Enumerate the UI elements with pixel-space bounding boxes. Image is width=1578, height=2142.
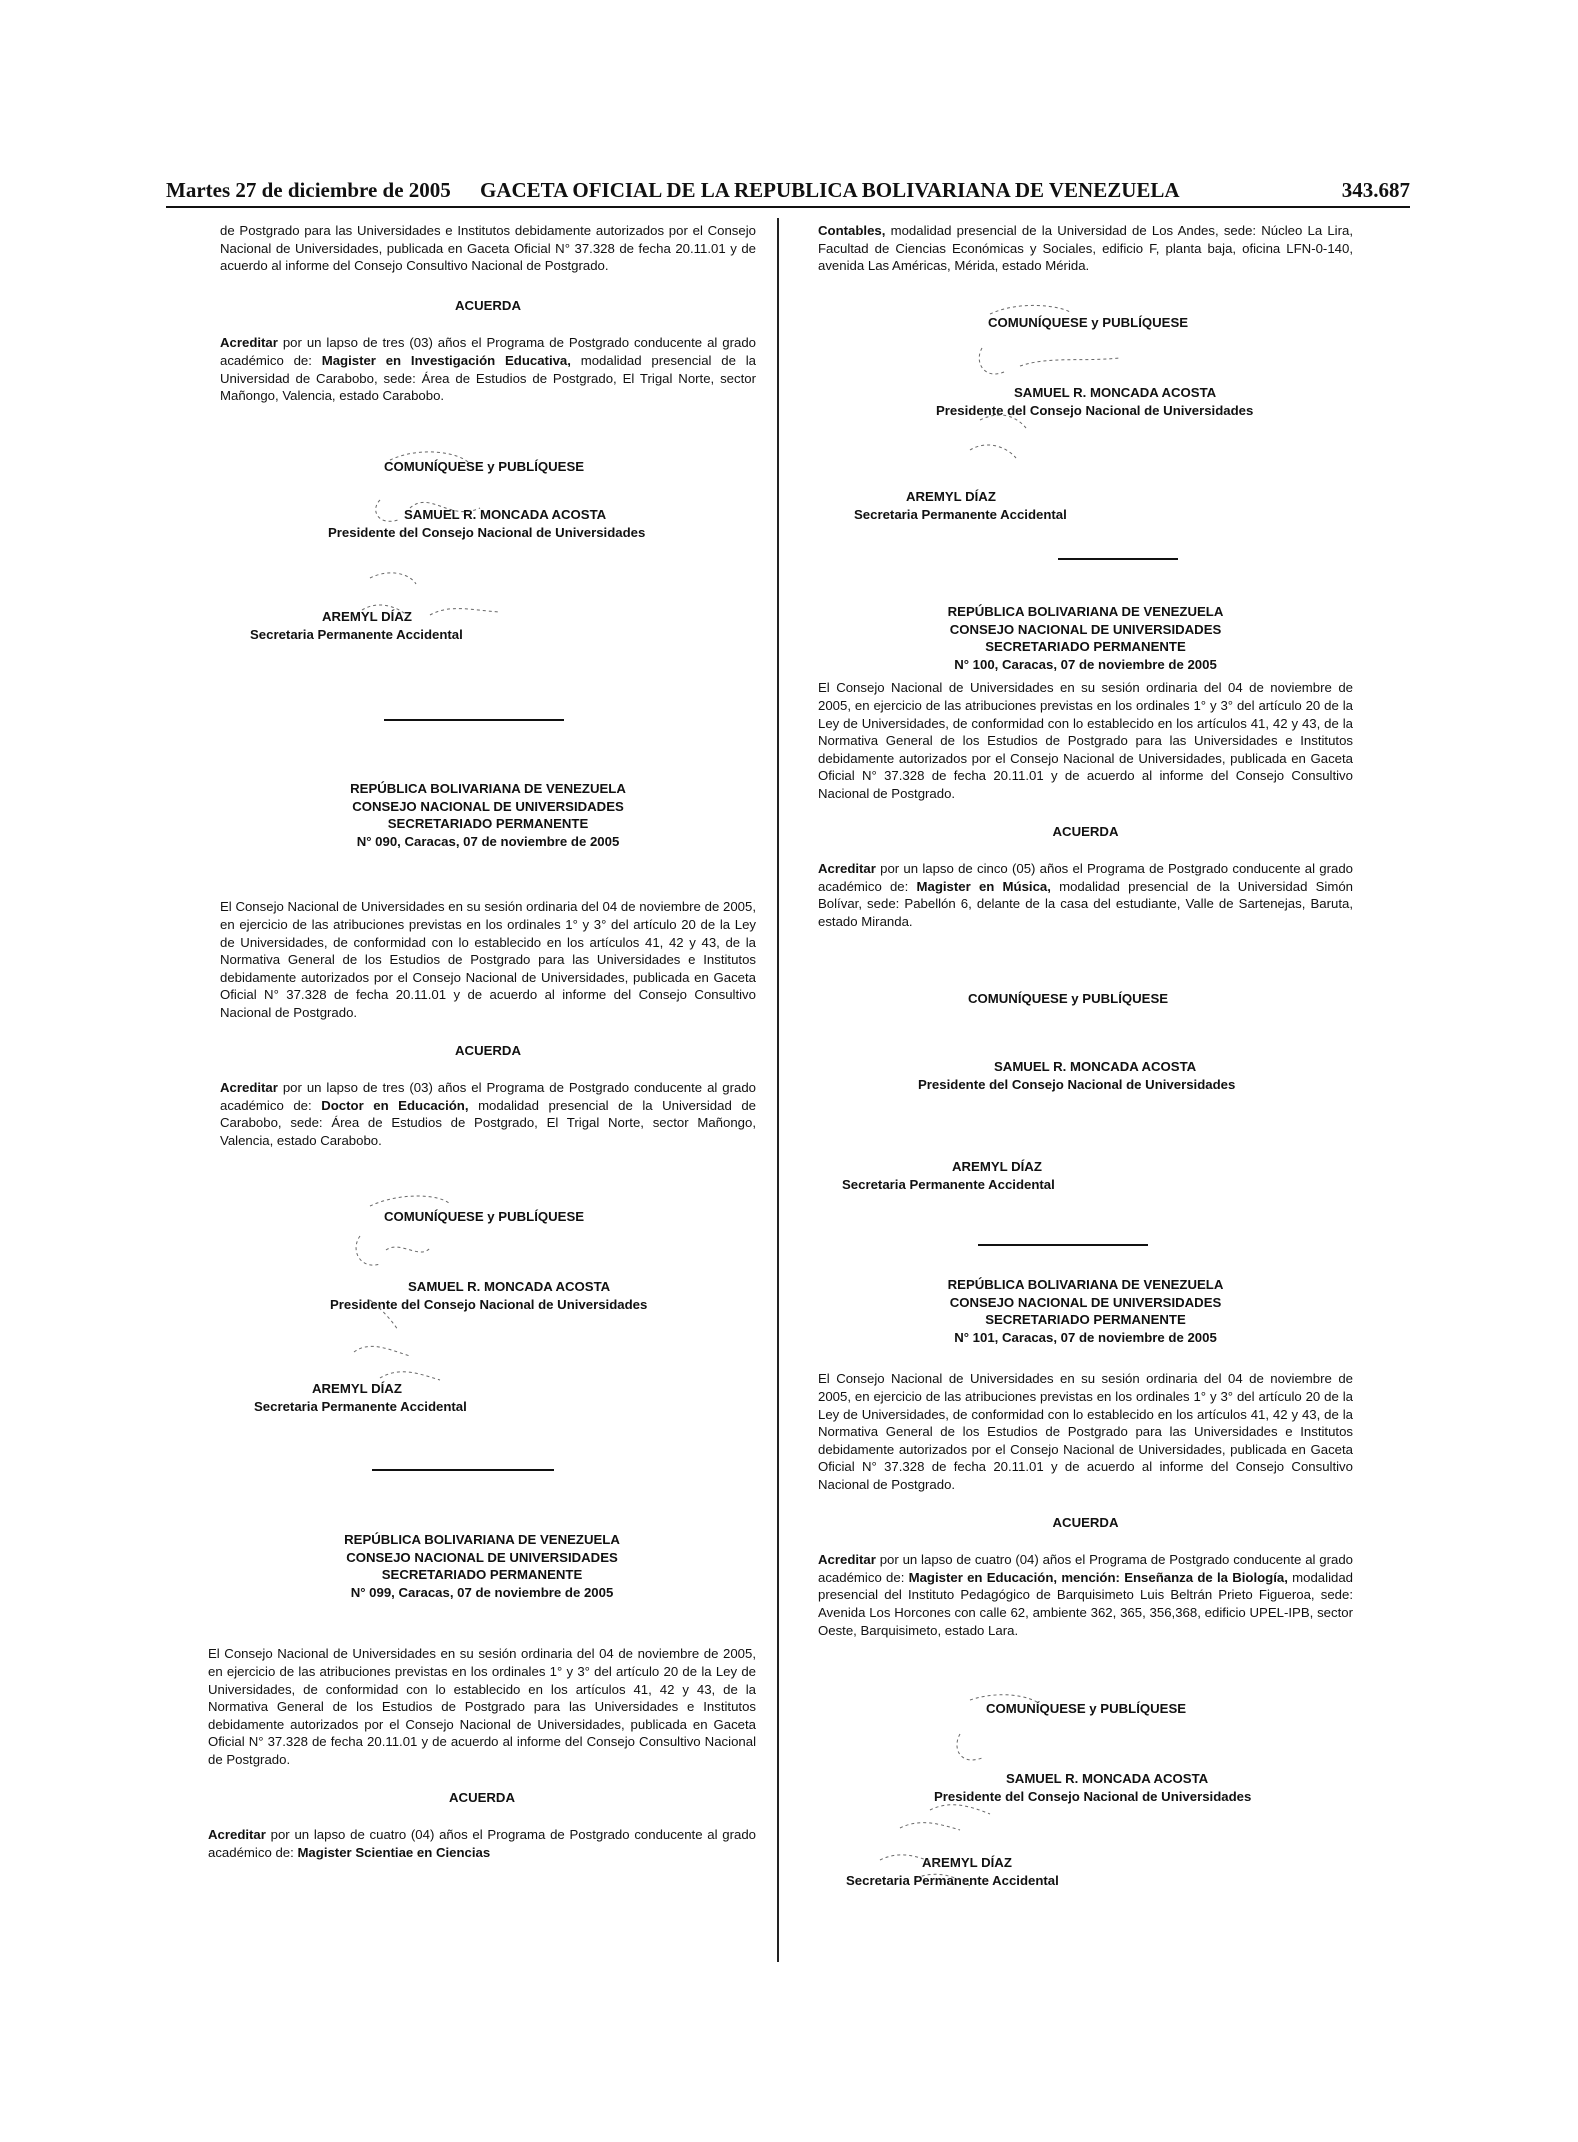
section-divider xyxy=(384,719,564,721)
president-name: SAMUEL R. MONCADA ACOSTA xyxy=(994,1059,1197,1074)
decree-header-line2: CONSEJO NACIONAL DE UNIVERSIDADES xyxy=(949,1294,1222,1310)
decree-header-line1: REPÚBLICA BOLIVARIANA DE VENEZUELA xyxy=(350,781,626,796)
acreditar-label: Acreditar xyxy=(818,1552,876,1568)
resolution-text-a: por un lapso de cinco (05) años el Programa de Postgrado conducente al grado académico de: xyxy=(818,861,1353,894)
acuerda-heading: ACUERDA xyxy=(455,297,521,313)
resolution-text xyxy=(818,1551,1353,1639)
resolution-text xyxy=(208,1826,756,1861)
president-title: Presidente del Consejo Nacional de Universidades xyxy=(330,1297,648,1312)
section-divider xyxy=(372,1469,554,1471)
decree-body: El Consejo Nacional de Universidades en su sesión ordinaria del 04 de noviembre de 2005, en ejercicio de las atribuciones previstas en los ordinales 1° y 3° del artículo 20 de la Ley de Universidades, de conformidad con lo establecido en los artículos 41, 42 y 43, de la Normativa General de los Estudios de Postgrado para las Universidades e Institutos debidamente autorizados por el Consejo Nacional de Universidades, publicada en Gaceta Oficial N° 37.328 de fecha 20.11.01 y de acuerdo al informe del Consejo Consultivo Nacional de Postgrado. xyxy=(208,1646,756,1767)
comuniquese-line: COMUNÍQUESE y PUBLÍQUESE xyxy=(968,991,1169,1006)
degree-name: Magister en Investigación Educativa, xyxy=(321,352,571,368)
decree-header-line1: REPÚBLICA BOLIVARIANA DE VENEZUELA xyxy=(344,1532,620,1547)
resolution-text-b: modalidad presencial de la Universidad Simón Bolívar, sede: Pabellón 6, delante de la casa del estudiante, Valle de Sartenejas, Baruta, estado Miranda. xyxy=(818,878,1354,929)
comuniquese-line: COMUNÍQUESE y PUBLÍQUESE xyxy=(988,315,1189,330)
president-title: Presidente del Consejo Nacional de Universidades xyxy=(328,525,646,540)
secretary-title: Secretaria Permanente Accidental xyxy=(846,1873,1059,1888)
president-title: Presidente del Consejo Nacional de Universidades xyxy=(918,1077,1236,1092)
decree-090 xyxy=(220,780,756,1150)
resolution-text-a: por un lapso de tres (03) años el Programa de Postgrado conducente al grado académico de: xyxy=(220,335,756,368)
continued-text: modalidad presencial de la Universidad de Los Andes, sede: Núcleo La Lira, Facultad de Ciencias Económicas y Sociales, edificio F, planta baja, oficina LFN-0-140, avenida Las Américas, Mérida, estado Mérida. xyxy=(818,223,1353,274)
acuerda-heading: ACUERDA xyxy=(455,1042,521,1058)
decree-body: El Consejo Nacional de Universidades en su sesión ordinaria del 04 de noviembre de 2005, en ejercicio de las atribuciones previstas en los ordinales 1° y 3° del artículo 20 de la Ley de Universidades, de conformidad con lo establecido en los artículos 41, 42 y 43, de la Normativa General de los Estudios de Postgrado para las Universidades e Institutos debidamente autorizados por el Consejo Nacional de Universidades, publicada en Gaceta Oficial N° 37.328 de fecha 20.11.01 y de acuerdo al informe del Consejo Consultivo Nacional de Postgrado. xyxy=(818,1371,1353,1492)
column-divider xyxy=(777,218,779,1962)
acuerda-heading: ACUERDA xyxy=(1052,823,1119,839)
comuniquese-line: COMUNÍQUESE y PUBLÍQUESE xyxy=(384,1209,585,1224)
acuerda-heading: ACUERDA xyxy=(449,1789,515,1805)
decree-number: N° 090, Caracas, 07 de noviembre de 2005 xyxy=(356,833,620,849)
secretary-title: Secretaria Permanente Accidental xyxy=(254,1399,467,1414)
secretary-title: Secretaria Permanente Accidental xyxy=(854,507,1067,522)
signature-block xyxy=(818,990,1353,1194)
signature-block xyxy=(818,314,1353,524)
decree-header-line3: SECRETARIADO PERMANENTE xyxy=(381,1567,583,1583)
decree-099 xyxy=(208,1531,756,1861)
continued-paragraph xyxy=(818,222,1353,275)
decree-header-line2: CONSEJO NACIONAL DE UNIVERSIDADES xyxy=(949,621,1222,637)
decree-header-line3: SECRETARIADO PERMANENTE xyxy=(985,1312,1186,1328)
president-name: SAMUEL R. MONCADA ACOSTA xyxy=(404,507,607,522)
acreditar-label: Acreditar xyxy=(220,335,278,351)
degree-name: Doctor en Educación, xyxy=(321,1097,469,1113)
signature-block xyxy=(818,1700,1353,1890)
resolution-text-b: modalidad presencial de la Universidad de Carabobo, sede: Área de Estudios de Postgrado, El Trigal Norte, sector Mañongo, Valencia, estado Carabobo. xyxy=(220,1097,756,1148)
decree-100 xyxy=(818,603,1353,931)
secretary-name: AREMYL DÍAZ xyxy=(312,1381,402,1396)
section-divider xyxy=(1058,558,1178,560)
page-header xyxy=(166,178,1410,208)
comuniquese-line: COMUNÍQUESE y PUBLÍQUESE xyxy=(384,459,585,474)
decree-number: N° 100, Caracas, 07 de noviembre de 2005 xyxy=(954,656,1217,672)
decree-number: N° 099, Caracas, 07 de noviembre de 2005 xyxy=(350,1584,614,1600)
resolution-text xyxy=(818,860,1353,930)
secretary-name: AREMYL DÍAZ xyxy=(906,489,996,504)
degree-name: Magister en Música, xyxy=(916,878,1051,894)
decree-header-line1: REPÚBLICA BOLIVARIANA DE VENEZUELA xyxy=(947,604,1224,619)
resolution-text-a: por un lapso de tres (03) años el Programa de Postgrado conducente al grado académico de: xyxy=(220,1080,756,1113)
continued-paragraph: de Postgrado para las Universidades e Institutos debidamente autorizados por el Consejo Nacional de Universidades, publicada en Gaceta Oficial N° 37.328 de fecha 20.11.01 y de acuerdo al informe del Consejo Consultivo Nacional de Postgrado. xyxy=(220,223,756,274)
resolution-text-a: por un lapso de cuatro (04) años el Programa de Postgrado conducente al grado académico de: xyxy=(208,1827,756,1860)
president-title: Presidente del Consejo Nacional de Universidades xyxy=(934,1789,1252,1804)
decree-header-line2: CONSEJO NACIONAL DE UNIVERSIDADES xyxy=(346,1549,618,1565)
secretary-name: AREMYL DÍAZ xyxy=(952,1159,1042,1174)
president-name: SAMUEL R. MONCADA ACOSTA xyxy=(408,1279,611,1294)
president-name: SAMUEL R. MONCADA ACOSTA xyxy=(1014,385,1217,400)
resolution-text xyxy=(220,334,756,404)
decree-101 xyxy=(818,1276,1353,1639)
decree-header-line3: SECRETARIADO PERMANENTE xyxy=(985,639,1186,655)
president-name: SAMUEL R. MONCADA ACOSTA xyxy=(1006,1771,1209,1786)
resolution-text xyxy=(220,1079,756,1149)
secretary-name: AREMYL DÍAZ xyxy=(922,1855,1012,1870)
acuerda-heading: ACUERDA xyxy=(1052,1514,1119,1530)
degree-name-continued: Contables, xyxy=(818,223,886,238)
acreditar-label: Acreditar xyxy=(220,1080,278,1096)
decree-header-line3: SECRETARIADO PERMANENTE xyxy=(387,816,589,832)
secretary-name: AREMYL DÍAZ xyxy=(322,609,412,624)
comuniquese-line: COMUNÍQUESE y PUBLÍQUESE xyxy=(986,1701,1187,1716)
left-column xyxy=(220,222,756,405)
resolution-text-a: por un lapso de cuatro (04) años el Programa de Postgrado conducente al grado académico de: xyxy=(818,1552,1353,1585)
decree-body: El Consejo Nacional de Universidades en su sesión ordinaria del 04 de noviembre de 2005, en ejercicio de las atribuciones previstas en los ordinales 1° y 3° del artículo 20 de la Ley de Universidades, de conformidad con lo establecido en los artículos 41, 42 y 43, de la Normativa General de los Estudios de Postgrado para las Universidades e Institutos debidamente autorizados por el Consejo Nacional de Universidades, publicada en Gaceta Oficial N° 37.328 de fecha 20.11.01 y de acuerdo al informe del Consejo Consultivo Nacional de Postgrado. xyxy=(818,680,1353,801)
issue-date: Martes 27 de diciembre de 2005 xyxy=(166,178,451,202)
page-number: 343.687 xyxy=(1341,178,1410,202)
right-column xyxy=(818,222,1353,275)
section-divider xyxy=(978,1244,1148,1246)
decree-number: N° 101, Caracas, 07 de noviembre de 2005 xyxy=(954,1329,1217,1345)
degree-name: Magister en Educación, mención: Enseñanza de la Biología, xyxy=(908,1569,1288,1585)
decree-header-line1: REPÚBLICA BOLIVARIANA DE VENEZUELA xyxy=(947,1277,1224,1292)
degree-name: Magister Scientiae en Ciencias xyxy=(297,1844,491,1860)
signature-block xyxy=(220,1208,756,1416)
acreditar-label: Acreditar xyxy=(818,861,876,877)
decree-body: El Consejo Nacional de Universidades en su sesión ordinaria del 04 de noviembre de 2005, en ejercicio de las atribuciones previstas en los ordinales 1° y 3° del artículo 20 de la Ley de Universidades, de conformidad con lo establecido en los artículos 41, 42 y 43, de la Normativa General de los Estudios de Postgrado para las Universidades e Institutos debidamente autorizados por el Consejo Nacional de Universidades, publicada en Gaceta Oficial N° 37.328 de fecha 20.11.01 y de acuerdo al informe del Consejo Consultivo Nacional de Postgrado. xyxy=(220,899,756,1020)
decree-header-line2: CONSEJO NACIONAL DE UNIVERSIDADES xyxy=(352,798,624,814)
secretary-title: Secretaria Permanente Accidental xyxy=(842,1177,1055,1192)
publication-title: GACETA OFICIAL DE LA REPUBLICA BOLIVARIANA DE VENEZUELA xyxy=(480,178,1180,202)
resolution-text-b: modalidad presencial de la Universidad de Carabobo, sede: Área de Estudios de Postgrado, El Trigal Norte, sector Mañongo, Valencia, estado Carabobo. xyxy=(220,352,756,404)
president-title: Presidente del Consejo Nacional de Universidades xyxy=(936,403,1254,418)
resolution-text-b: modalidad presencial del Instituto Pedagógico de Barquisimeto Luis Beltrán Prieto Figueroa, sede: Avenida Los Horcones con calle 62, ambiente 362, 365, 356,368, edificio UPEL-IPB, sector Oeste, Barquisimeto, estado Lara. xyxy=(818,1569,1354,1638)
secretary-title: Secretaria Permanente Accidental xyxy=(250,627,463,642)
signature-block xyxy=(220,458,756,644)
acreditar-label: Acreditar xyxy=(208,1827,266,1843)
